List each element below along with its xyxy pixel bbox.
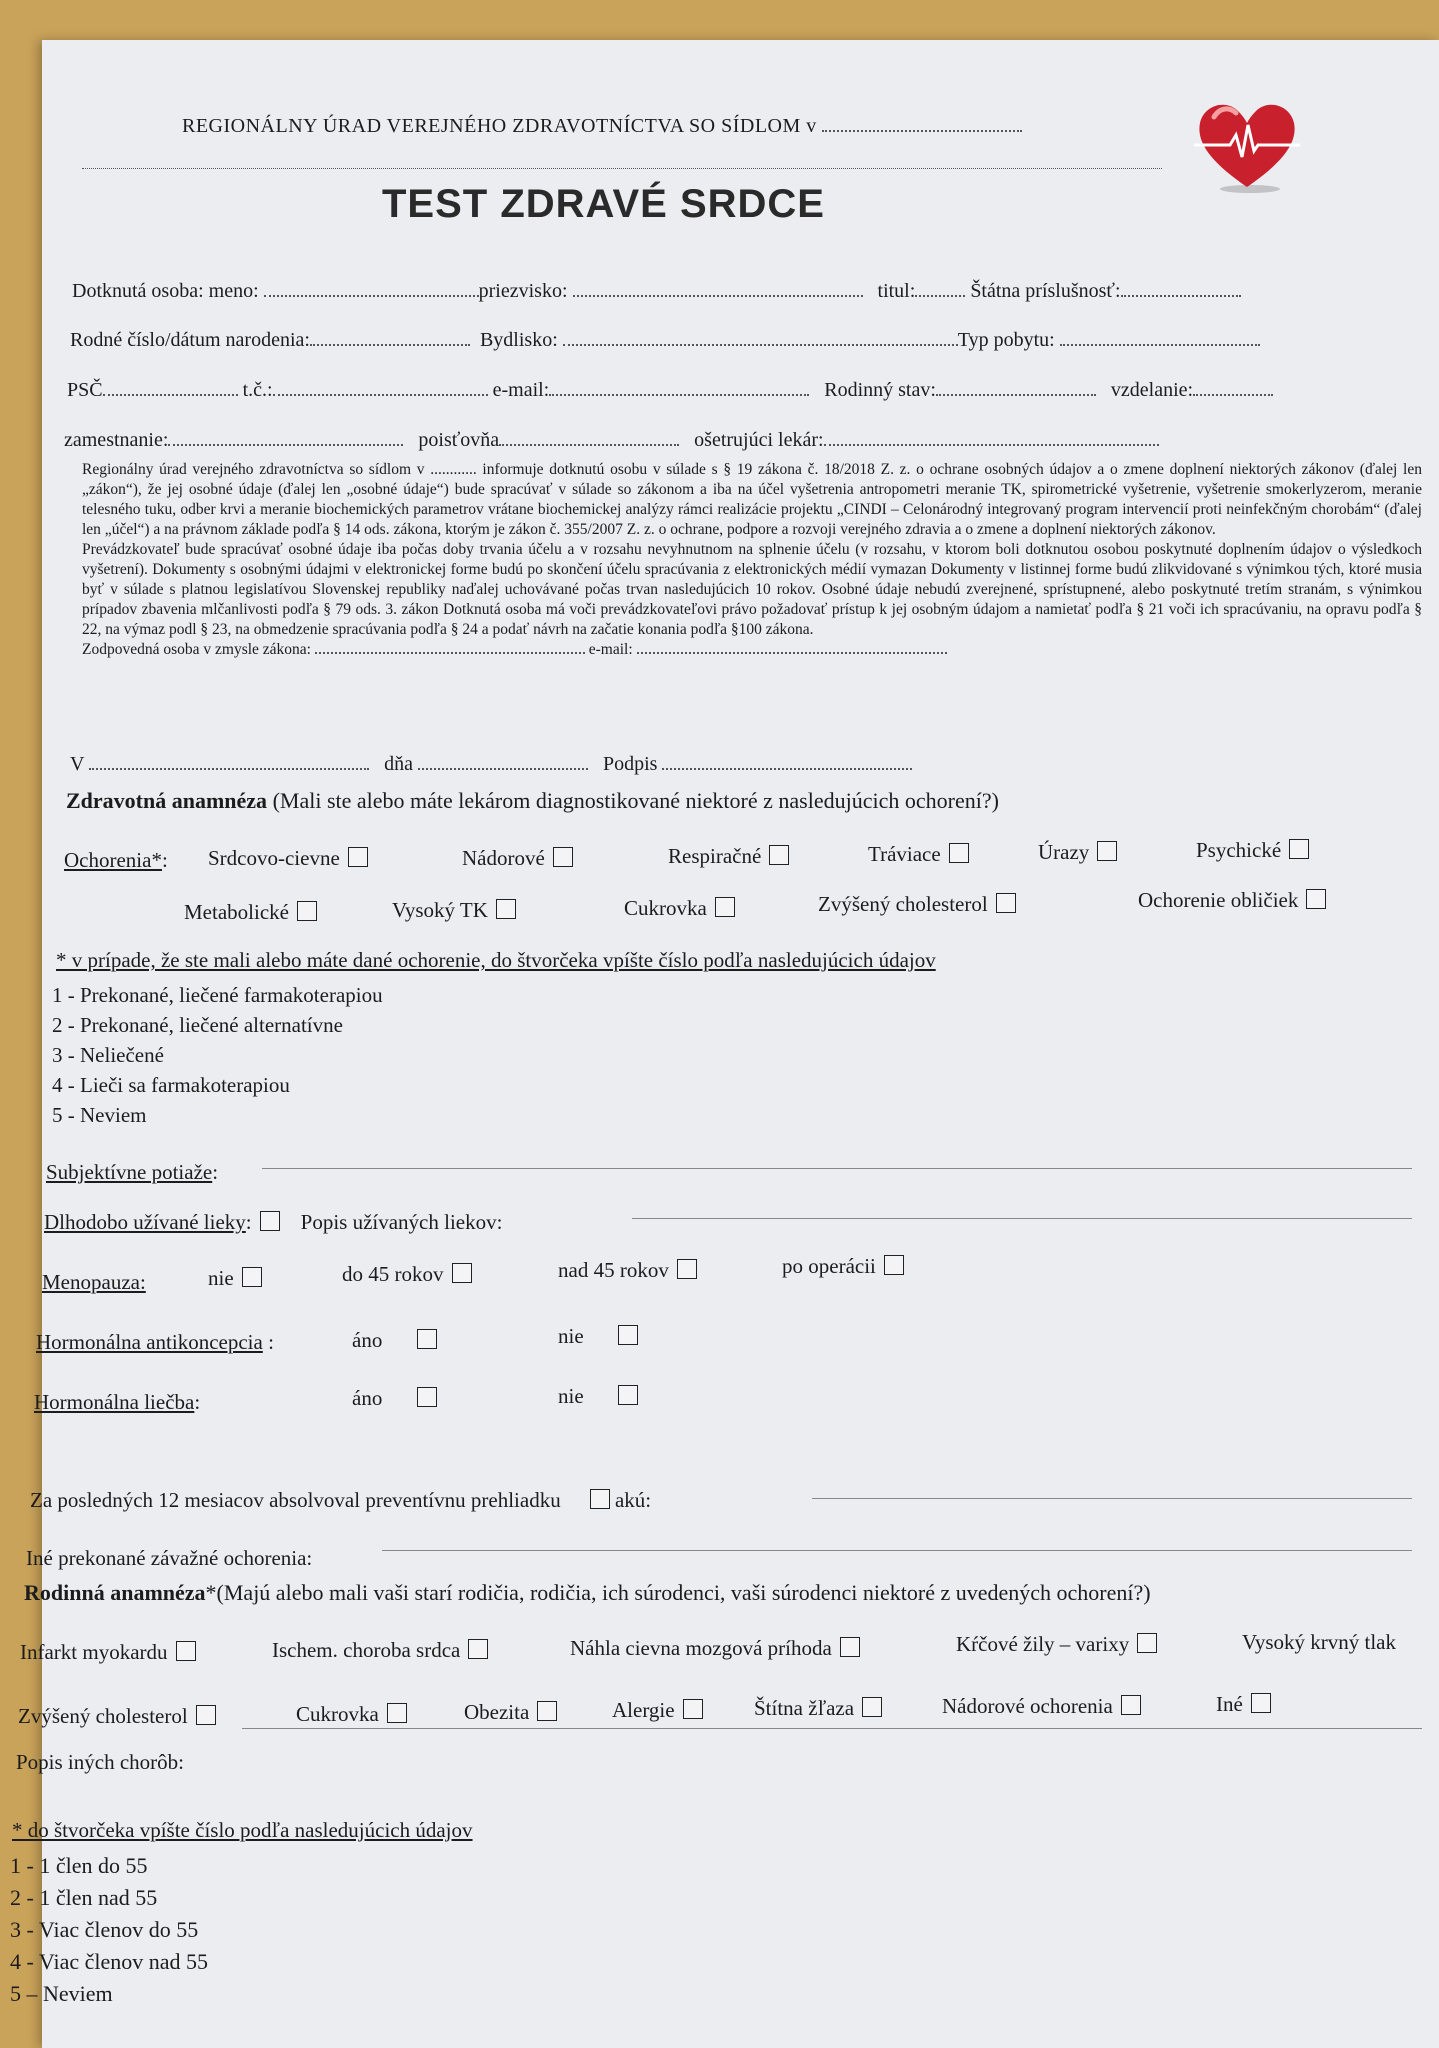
option-label: nad 45 rokov [558, 1258, 669, 1282]
rodinna-subtitle: *(Majú alebo mali vaši starí rodičia, rodičia, ich súrodenci, vaši súrodenci niektoré z uvedených ochorení?) [205, 1580, 1151, 1605]
heart-icon [1192, 95, 1302, 195]
checkbox[interactable] [715, 897, 735, 917]
ochorenie-traviace [868, 842, 969, 867]
zodpovedna-field[interactable] [315, 640, 585, 654]
rodne-label: Rodné číslo/dátum narodenia: [70, 329, 310, 351]
ochorenie-label: Nádorové [462, 846, 545, 870]
option-label: do 45 rokov [342, 1262, 444, 1286]
page-title: TEST ZDRAVÉ SRDCE [382, 182, 825, 226]
legend-item: 3 - Viac členov do 55 [10, 1917, 199, 1942]
menopauza-nad45 [558, 1258, 697, 1283]
rodinna-ischem [272, 1638, 488, 1663]
antikoncepcia-ano [352, 1328, 437, 1353]
antikoncepcia-row [36, 1330, 274, 1355]
legend-item: 1 - 1 člen do 55 [10, 1853, 148, 1878]
ochorenie-label: Úrazy [1038, 840, 1090, 864]
subjektivne-colon: : [212, 1160, 219, 1184]
titul-field[interactable] [915, 277, 965, 297]
option-label: Kŕčové žily – varixy [956, 1632, 1130, 1656]
liecba-row [34, 1390, 200, 1415]
checkbox[interactable] [884, 1255, 904, 1275]
subjektivne-row [46, 1160, 218, 1185]
option-label: Obezita [464, 1700, 530, 1724]
antikoncepcia-label: Hormonálna antikoncepcia [36, 1330, 263, 1354]
checkbox[interactable] [1097, 841, 1117, 861]
aku-field[interactable] [812, 1498, 1412, 1499]
legal-email-label: e-mail: [588, 641, 633, 658]
ochorenie-nadorove [462, 846, 573, 871]
option-label: Iné [1216, 1692, 1243, 1716]
ochorenie-label: Tráviace [868, 842, 941, 866]
row-psc [67, 376, 1273, 402]
office-header-text: REGIONÁLNY ÚRAD VEREJNÉHO ZDRAVOTNÍCTVA SO SÍDLOM v [182, 115, 817, 137]
lekar-field[interactable] [824, 426, 1159, 446]
meno-label: Dotknutá osoba: meno: [72, 280, 259, 302]
legend-item: 4 - Viac členov nad 55 [10, 1949, 209, 1974]
psc-label: PSČ [67, 379, 103, 401]
checkbox[interactable] [348, 847, 368, 867]
liecba-colon: : [194, 1390, 201, 1414]
zodpovedna-label: Zodpovedná osoba v zmysle zákona: [82, 641, 311, 658]
checkbox[interactable] [468, 1639, 488, 1659]
podpis-label: Podpis [602, 753, 658, 775]
legal-email-field[interactable] [637, 640, 947, 654]
checkbox[interactable] [553, 847, 573, 867]
option-label: nie [208, 1266, 234, 1290]
subjektivne-label: Subjektívne potiaže [46, 1160, 213, 1184]
checkbox[interactable] [242, 1267, 262, 1287]
menopauza-label: Menopauza: [42, 1270, 146, 1294]
ochorenie-label: Metabolické [184, 900, 289, 924]
checkbox[interactable] [949, 843, 969, 863]
popis-chorob-label: Popis iných chorôb: [16, 1750, 184, 1774]
subjektivne-field[interactable] [262, 1168, 1412, 1169]
checkbox[interactable] [417, 1387, 437, 1407]
zamestnanie-label: zamestnanie: [64, 429, 169, 451]
bydlisko-label: Bydlisko: [479, 329, 558, 351]
ochorenie-cholesterol [818, 892, 1016, 917]
ochorenie-label: Psychické [1196, 838, 1282, 862]
tc-label: t.č.: [242, 379, 273, 401]
office-header [182, 112, 1022, 138]
checkbox[interactable] [452, 1263, 472, 1283]
ochorenie-label: Srdcovo-cievne [208, 846, 340, 870]
zdravotna-note: * v prípade, že ste mali alebo máte dané ochorenie, do štvorčeka vpíšte číslo podľa nasledujúcich údajov [56, 948, 936, 972]
titul-label: titul: [877, 280, 916, 302]
ochorenie-cukrovka [624, 896, 735, 921]
option-label: Alergie [612, 1698, 675, 1722]
rodinna-alergie [612, 1698, 703, 1723]
ochorenie-srdcovo [208, 846, 368, 871]
priezvisko-field[interactable] [573, 277, 863, 297]
checkbox[interactable] [176, 1641, 196, 1661]
legend-item: 1 - Prekonané, liečené farmakoterapiou [52, 983, 383, 1007]
menopauza-row [42, 1270, 146, 1295]
ochorenia-row-1 [64, 848, 168, 873]
rodinna-nahla [570, 1636, 860, 1661]
ine-field[interactable] [382, 1550, 1412, 1551]
vzdelanie-label: vzdelanie: [1110, 379, 1194, 401]
ochorenie-psychicke [1196, 838, 1309, 863]
header-rule [82, 168, 1162, 169]
checkbox[interactable] [618, 1325, 638, 1345]
option-label: áno [352, 1328, 383, 1352]
checkbox[interactable] [618, 1385, 638, 1405]
rodinny-label: Rodinný stav: [824, 379, 936, 401]
ochorenie-label: Vysoký TK [392, 898, 488, 922]
aku-label: akú: [614, 1488, 652, 1512]
office-city-field[interactable] [822, 112, 1022, 132]
checkbox[interactable] [677, 1259, 697, 1279]
typ-label: Typ pobytu: [957, 329, 1055, 351]
legend-item: 2 - Prekonané, liečené alternatívne [52, 1013, 343, 1037]
meno-field[interactable] [264, 277, 479, 297]
legend-item: 5 - Neviem [52, 1103, 147, 1127]
checkbox[interactable] [1121, 1695, 1141, 1715]
legend-item: 4 - Lieči sa farmakoterapiou [52, 1073, 290, 1097]
option-label: Vysoký krvný tlak [1242, 1630, 1396, 1654]
option-label: nie [558, 1384, 584, 1408]
form-sheet [10, 40, 1439, 2048]
rodinna-stitna [754, 1696, 882, 1721]
option-label: po operácii [782, 1254, 876, 1278]
bydlisko-field[interactable] [563, 326, 958, 346]
checkbox[interactable] [769, 845, 789, 865]
ine-row [26, 1546, 312, 1571]
rodinna-tlak [1242, 1630, 1396, 1655]
legal-paragraph-2: Prevádzkovateľ bude spracúvať osobné údaje iba počas doby trvania účelu a v rozsahu nevyhnutnom na splnenie účelu (v rozsahu, v ktorom boli dotknutou osobou poskytnuté doplnením údajov o výsledkoch vyšetrení). Dokumenty s osobnými údajmi v elektronickej forme budú po skončení účelu spracúvania z elektronických médií vymazan Dokumenty v listinnej forme budú zlikvidované s výnimkou tých, ktoré musia byť v súlade s platnou legislatívou Slovenskej republiky naďalej uchovávané počas trvan nasledujúcich 10 rokov. Osobné údaje nebudú zverejnené, sprístupnené, alebo poskytnuté tretím stranám, s výnimkou prípadov zbavenia mlčanlivosti podľa § 79 ods. 3. zákon Dotknutá osoba má voči prevádzkovateľovi právo požadovať prístup k jej osobným údajom a namietať podľa § 21 voči ich spracúvaniu, na opravu podľa § 22, na výmaz podl § 23, na obmedzenie spracúvania podľa § 24 a podať návrh na začatie konania podľa §100 zákona. [82, 541, 1422, 638]
legal-paragraph-1: Regionálny úrad verejného zdravotníctva so sídlom v ............ informuje dotknutú osobu v súlade s § 19 zákona č. 18/2018 Z. z. o ochrane osobných údajov a o zmene doplnení niektorých zákonov (ďalej len „zákon“), že jej osobné údaje (ďalej len „osobné údaje“) bude spracúvať v súlade so zákonom a iba na účel vyšetrenia antropometri meranie TK, spirometrické vyšetrenie, vyšetrenie smokerlyzerom, meranie telesného tuku, odber krvi a meranie biochemických parametrov vrátane biochemickej analýzy rámci realizácie projektu „CINDI – Celonárodný integrovaný program intervencií proti neinfekčným chorobám“ (ďalej len „účel“) a na právnom základe podľa § 14 ods. zákona, ktorým je zákon č. 355/2007 Z. z. o ochrane, podpore a rozvoji verejného zdravia a o zmene a doplnení niektorých zákonov. [82, 461, 1422, 538]
legend-item: 2 - 1 člen nad 55 [10, 1885, 158, 1910]
v-field[interactable] [89, 750, 369, 770]
rodinna-nadorove [942, 1694, 1141, 1719]
popis-liekov-field[interactable] [632, 1218, 1412, 1219]
checkbox[interactable] [683, 1699, 703, 1719]
tc-field[interactable] [273, 376, 488, 396]
email-label: e-mail: [492, 379, 550, 401]
prehliadka-row [30, 1488, 651, 1513]
rodinny-field[interactable] [936, 376, 1096, 396]
typ-field[interactable] [1060, 326, 1260, 346]
ochorenie-label: Cukrovka [624, 896, 707, 920]
statna-field[interactable] [1121, 277, 1241, 297]
option-label: nie [558, 1324, 584, 1348]
ochorenie-metabolicke [184, 900, 317, 925]
checkbox[interactable] [1251, 1693, 1271, 1713]
option-label: Nádorové ochorenia [942, 1694, 1113, 1718]
row-zamestnanie [64, 426, 1159, 452]
legal-notice [82, 460, 1422, 660]
psc-field[interactable] [103, 376, 238, 396]
option-label: Zvýšený cholesterol [18, 1704, 188, 1728]
v-label: V [70, 753, 85, 775]
dna-field[interactable] [418, 750, 588, 770]
lekar-label: ošetrujúci lekár: [694, 429, 824, 451]
ochorenie-urazy [1038, 840, 1117, 865]
antikoncepcia-nie [558, 1324, 638, 1349]
legal-contact-row [82, 640, 1422, 660]
rodinna-ine [1216, 1692, 1271, 1717]
poistovna-label: poisťovňa [418, 429, 500, 451]
row-rodne [70, 326, 1260, 352]
ine-label: Iné prekonané závažné ochorenia: [26, 1546, 313, 1570]
dlhodobo-label: Dlhodobo užívané lieky [44, 1210, 246, 1234]
popis-chorob-row [16, 1750, 184, 1775]
zdravotna-subtitle: (Mali ste alebo máte lekárom diagnostikované niektoré z nasledujúcich ochorení?) [272, 788, 999, 813]
ochorenie-respiracne [668, 844, 789, 869]
rodinna-note: * do štvorčeka vpíšte číslo podľa nasledujúcich údajov [12, 1818, 473, 1842]
prehliadka-checkbox[interactable] [590, 1489, 610, 1509]
dlhodobo-checkbox[interactable] [260, 1211, 280, 1231]
ochorenie-label: Ochorenie obličiek [1138, 888, 1299, 912]
option-label: Infarkt myokardu [20, 1640, 168, 1664]
checkbox[interactable] [1306, 889, 1326, 909]
dna-label: dňa [384, 753, 413, 775]
priezvisko-label: priezvisko: [478, 280, 568, 302]
rodinna-legend [10, 1850, 208, 2010]
podpis-field[interactable] [662, 750, 912, 770]
ochorenie-label: Zvýšený cholesterol [818, 892, 988, 916]
option-label: Štítna žľaza [754, 1696, 855, 1720]
statna-label: Štátna príslušnosť: [970, 280, 1121, 302]
dlhodobo-colon: : [245, 1210, 252, 1234]
option-label: áno [352, 1386, 383, 1410]
popis-liekov-label: Popis užívaných liekov: [300, 1210, 503, 1234]
zdravotna-title: Zdravotná anamnéza [66, 788, 268, 813]
option-label: Cukrovka [296, 1702, 379, 1726]
rodne-field[interactable] [310, 326, 470, 346]
checkbox[interactable] [862, 1697, 882, 1717]
checkbox[interactable] [1289, 839, 1309, 859]
rodinna-cholesterol [18, 1704, 216, 1729]
zamestnanie-field[interactable] [168, 426, 403, 446]
option-label: Ischem. choroba srdca [272, 1638, 461, 1662]
vzdelanie-field[interactable] [1193, 376, 1273, 396]
row-meno [72, 277, 1241, 303]
rodinna-title: Rodinná anamnéza [24, 1580, 206, 1605]
checkbox[interactable] [496, 899, 516, 919]
checkbox[interactable] [1137, 1633, 1157, 1653]
menopauza-do45 [342, 1262, 472, 1287]
ochorenie-tk [392, 898, 516, 923]
sign-row [70, 750, 912, 776]
checkbox[interactable] [840, 1637, 860, 1657]
rodinna-infarkt [20, 1640, 196, 1665]
checkbox[interactable] [996, 893, 1016, 913]
popis-chorob-field[interactable] [242, 1728, 1422, 1729]
dlhodobo-row [44, 1210, 502, 1235]
menopauza-nie [208, 1266, 262, 1291]
checkbox[interactable] [537, 1701, 557, 1721]
checkbox[interactable] [196, 1705, 216, 1725]
checkbox[interactable] [297, 901, 317, 921]
rodinna-obezita [464, 1700, 557, 1725]
poistovna-field[interactable] [499, 426, 679, 446]
prehliadka-label: Za posledných 12 mesiacov absolvoval preventívnu prehliadku [30, 1488, 561, 1512]
option-label: Náhla cievna mozgová príhoda [570, 1636, 832, 1660]
ochorenie-oblicky [1138, 888, 1326, 913]
menopauza-poop [782, 1254, 904, 1279]
rodinna-cukrovka [296, 1702, 407, 1727]
checkbox[interactable] [417, 1329, 437, 1349]
ochorenia-label: Ochorenia* [64, 848, 162, 872]
email-field[interactable] [549, 376, 809, 396]
legend-item: 3 - Neliečené [52, 1043, 164, 1067]
liecba-label: Hormonálna liečba [34, 1390, 195, 1414]
rodinna-heading [24, 1580, 1151, 1606]
legend-item: 5 – Neviem [10, 1981, 113, 2006]
rodinna-varixy [956, 1632, 1157, 1657]
zdravotna-heading [66, 788, 999, 814]
liecba-ano [352, 1386, 437, 1411]
antikoncepcia-colon: : [262, 1330, 274, 1354]
zdravotna-legend [52, 980, 383, 1130]
ochorenie-label: Respiračné [668, 844, 762, 868]
ochorenia-colon: : [161, 848, 168, 872]
checkbox[interactable] [387, 1703, 407, 1723]
liecba-nie [558, 1384, 638, 1409]
